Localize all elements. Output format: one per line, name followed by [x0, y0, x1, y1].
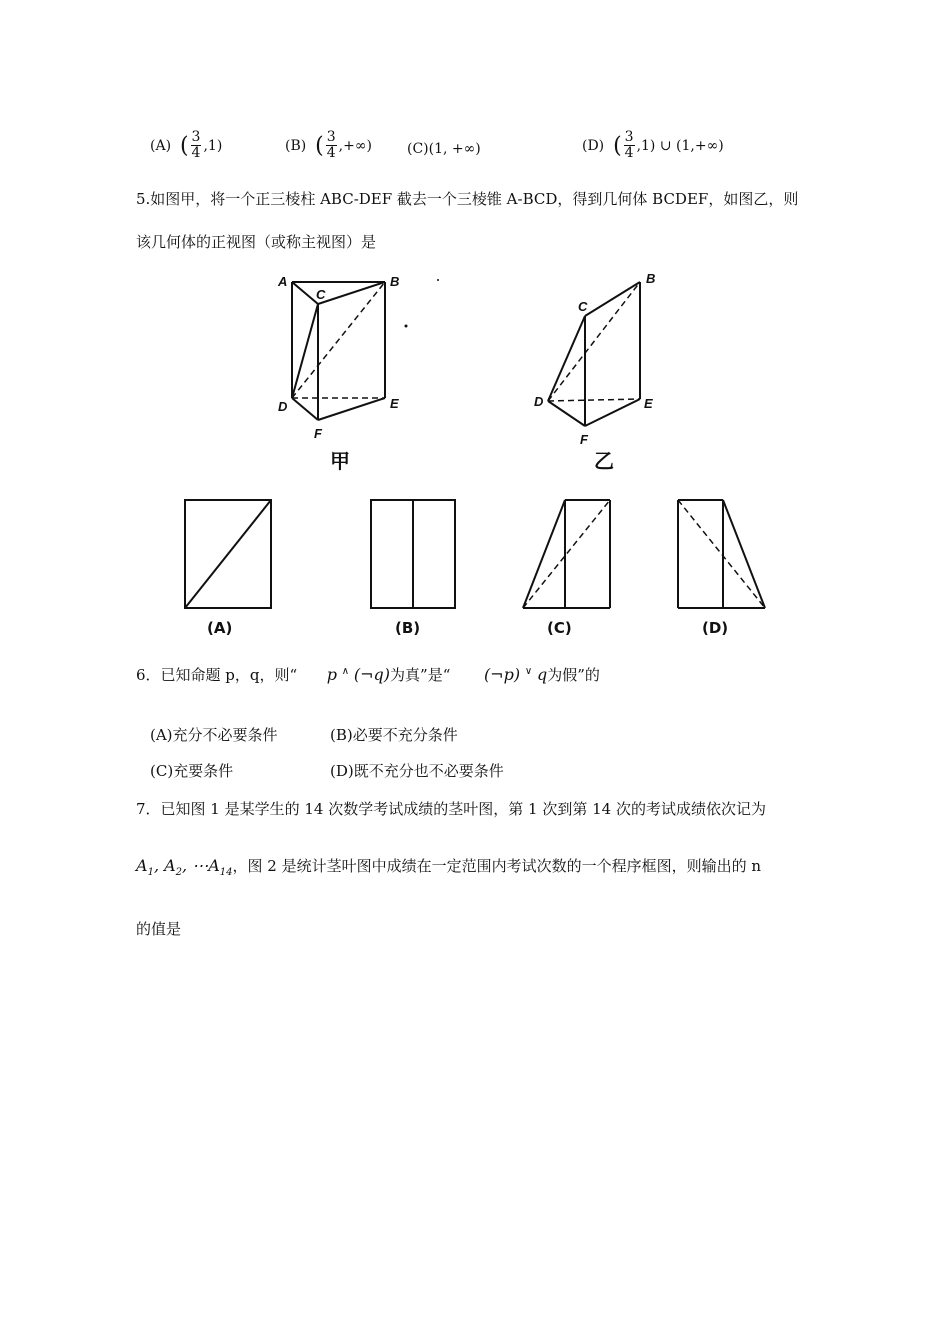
q4-option-a-fraction: $\frac{3}{4}$ — [191, 129, 201, 162]
q4-option-c — [407, 141, 481, 157]
q6-stem: 6．已知命题 p，q，则“ p ∧ (¬q)为真”是“ (¬p) ∨ q为假”的 — [136, 665, 600, 684]
choice-caption-b: (B) — [395, 619, 421, 637]
q4-option-b-fraction: $\frac{3}{4}$ — [326, 129, 336, 162]
choice-caption-c: (C) — [547, 619, 572, 637]
q4-option-a: (A) ( $\frac{3}{4}$ ,1) — [150, 129, 223, 162]
fig-jia-label-d: D — [278, 399, 288, 414]
fig-jia-label-b: B — [390, 274, 400, 289]
fig-yi-label-e: E — [644, 396, 653, 411]
q6-option-c: (C)充要条件 — [150, 762, 234, 780]
q7-stem-line2: $A_1$, $A_2$, $\cdots A_{14}$，图 2 是统计茎叶图中成绩在一定范围内考试次数的一个程序框图，则输出的 n — [136, 856, 762, 879]
figure-jia-prism — [270, 268, 470, 478]
q6-option-a: (A)充分不必要条件 — [150, 726, 278, 744]
q6-expr2-op: ∨ — [524, 666, 533, 677]
q7-seq-a1: $A_1$, $A_2$, $\cdots A_{14}$ — [136, 856, 233, 879]
fig-yi-label-c: C — [578, 299, 588, 314]
fig-jia-label-a: A — [278, 274, 288, 289]
fig-yi-label-f: F — [580, 432, 588, 447]
q4-option-b-label: (B) — [285, 137, 307, 154]
choice-view-a — [183, 498, 273, 610]
q5-stem-line1: 5.如图甲，将一个正三棱柱 ABC-DEF 截去一个三棱锥 A-BCD，得到几何体 BCDEF，如图乙，则 — [136, 190, 799, 208]
q4-option-c-label: (C) — [407, 141, 429, 157]
fig-jia-label-c: C — [316, 287, 326, 302]
fig-jia-caption: 甲 — [330, 449, 350, 473]
choice-caption-d: (D) — [702, 619, 729, 637]
stray-dot — [405, 325, 408, 328]
q6-expr2-q: q — [536, 665, 548, 684]
choice-caption-a: (A) — [207, 619, 233, 637]
q6-expr1-q: (¬q) — [353, 665, 391, 684]
q7-stem-line3: 的值是 — [136, 920, 182, 938]
q4-option-c-text: (1, +∞) — [428, 141, 481, 157]
q4-option-d-label: (D) — [582, 137, 605, 154]
q4-option-b: (B) ( $\frac{3}{4}$ ,+∞) — [285, 129, 372, 162]
q7-stem-line1: 7．已知图 1 是某学生的 14 次数学考试成绩的茎叶图，第 1 次到第 14 次的考试成绩依次记为 — [136, 800, 766, 818]
q6-expr1-op: ∧ — [341, 666, 350, 677]
fig-yi-caption: 乙 — [594, 449, 614, 473]
fig-yi-label-b: B — [646, 271, 656, 286]
q6-expr2-p: (¬p) — [483, 665, 521, 684]
q6-option-d: (D)既不充分也不必要条件 — [330, 762, 504, 780]
figure-yi-solid — [530, 268, 690, 478]
fig-yi-label-d: D — [534, 394, 544, 409]
q6-expr1-p: p — [326, 665, 337, 684]
q6-option-b: (B)必要不充分条件 — [330, 726, 458, 744]
choice-view-b — [369, 498, 459, 610]
q4-option-d: (D) ( $\frac{3}{4}$ ,1) ∪ (1,+∞) — [582, 129, 724, 162]
q4-option-d-fraction: $\frac{3}{4}$ — [624, 129, 634, 162]
choice-view-c — [520, 498, 615, 610]
q4-option-a-label: (A) — [150, 137, 172, 154]
fig-jia-label-e: E — [390, 396, 399, 411]
choice-view-d — [676, 498, 771, 610]
q5-stem-line2: 该几何体的正视图（或称主视图）是 — [136, 233, 377, 251]
fig-jia-label-f: F — [314, 426, 322, 441]
